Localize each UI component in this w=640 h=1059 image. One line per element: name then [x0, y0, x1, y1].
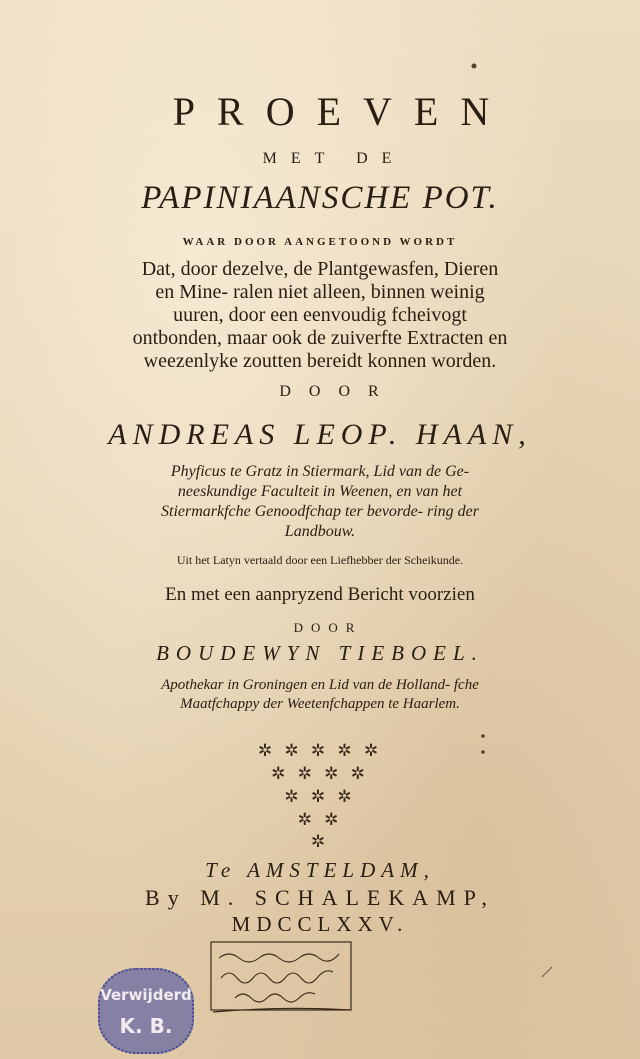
translation-note: Uit het Latyn vertaald door een Liefhebber der Scheikunde. — [176, 553, 464, 567]
stamp-line-1: Verwijderd — [100, 986, 192, 1004]
subtitle-description: Dat, door dezelve, de Plantgewasfen, Dieren en Mine- ralen niet alleen, binnen weinig uuren, door een eenvoudig fcheivogt ontbonden, maar ook de zuiverfte Extracten en weezenlyke zoutten bereidt konnen worden. — [132, 258, 508, 372]
imprint-publisher: By M. SCHALEKAMP, — [145, 885, 495, 910]
by-label-2: DOOR — [293, 620, 363, 635]
ornament-row: ✲ ✲ ✲ ✲ ✲ — [257, 741, 383, 760]
translator-name: BOUDEWYN TIEBOEL. — [156, 641, 484, 665]
ornament-row: ✲ ✲ ✲ ✲ — [271, 764, 369, 783]
stamp-line-2: K. B. — [119, 1014, 173, 1038]
book-title: PROEVEN — [172, 89, 512, 134]
imprint-place: Te AMSTELDAM, — [205, 858, 435, 882]
ornament-row: ✲ ✲ ✲ — [284, 787, 356, 806]
ornament-row: ✲ — [310, 832, 330, 851]
title-connector: MET DE — [262, 150, 406, 167]
preface-note: En met een aanpryzend Bericht voorzien — [165, 584, 475, 605]
ink-speck-icon — [468, 60, 480, 72]
by-label: DOOR — [279, 383, 397, 400]
library-stamp — [98, 968, 194, 1054]
author-affiliation: Phyficus te Gratz in Stiermark, Lid van de Ge- neeskundige Faculteit in Weenen, en van het Stiermarkfche Genoodfchap ter bevorde- ring der Landbouw. — [161, 463, 479, 540]
translator-affiliation: Apothekar in Groningen en Lid van de Holland- fche Maatfchappy der Weetenfchappen te Haarlem. — [161, 677, 479, 712]
handwritten-signature — [207, 936, 357, 1016]
author-name: ANDREAS LEOP. HAAN, — [108, 418, 532, 451]
book-subject: PAPINIAANSCHE POT. — [141, 180, 499, 216]
ink-speck-icon — [478, 730, 488, 760]
imprint-year: MDCCLXXV. — [231, 912, 409, 936]
pencil-mark-icon — [540, 965, 554, 979]
subtitle-intro: WAAR DOOR AANGETOOND WORDT — [182, 236, 458, 248]
ornament-row: ✲ ✲ — [297, 810, 343, 829]
